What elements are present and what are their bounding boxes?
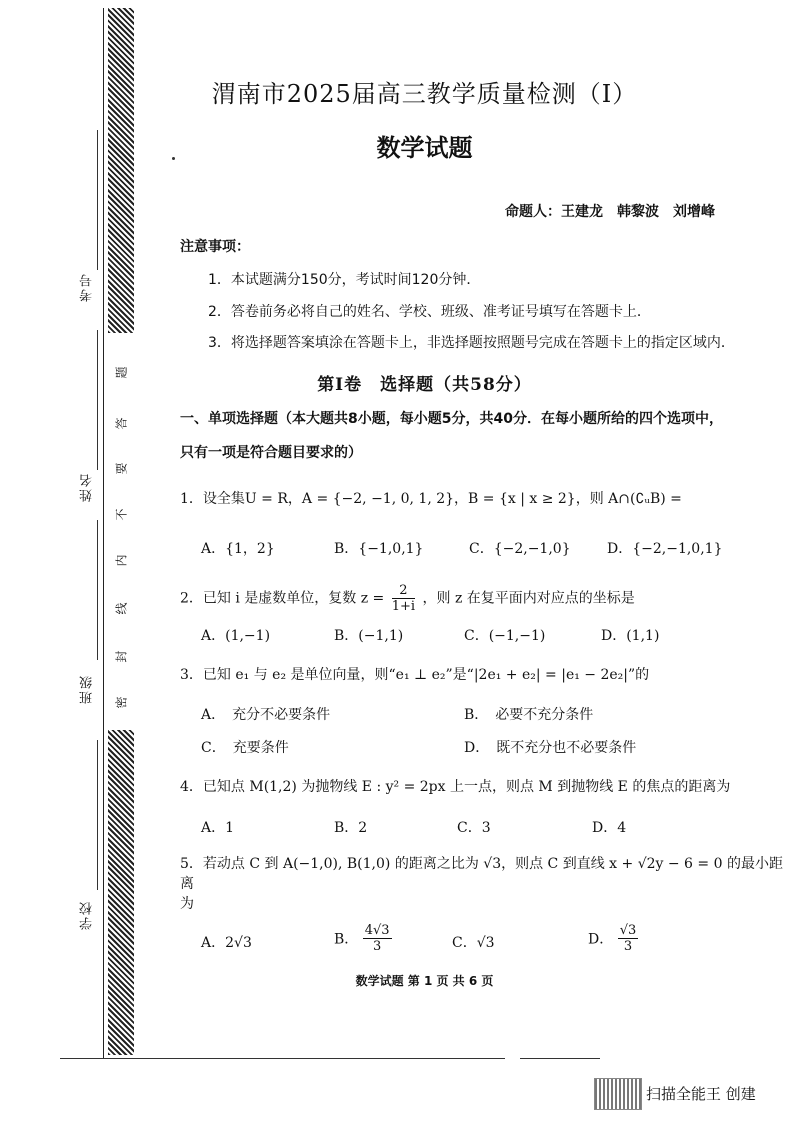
q4-option-c: C．3 — [457, 820, 491, 836]
q2-option-a: A．(1,−1) — [201, 628, 271, 644]
q2-frac-num: 2 — [392, 583, 415, 599]
binding-line — [103, 8, 104, 1058]
notice-item: 1．本试题满分150分，考试时间120分钟． — [208, 272, 481, 288]
q2-option-d: D．(1,1) — [601, 628, 660, 644]
binding-hatch-bottom — [108, 730, 134, 1055]
question-1-stem: 1．设全集U = R，A = {−2, −1, 0, 1, 2}，B = {x | x ≥ 2}，则 A∩(∁ᵤB) = — [180, 491, 682, 507]
exam-title: 渭南市2025届高三教学质量检测（Ⅰ） — [211, 80, 638, 108]
q1-option-b: B．{−1,0,1} — [334, 541, 424, 557]
q1-option-a: A．{1，2} — [201, 541, 275, 557]
q3-option-c: C． 充要条件 — [201, 740, 289, 756]
notice-item: 2．答卷前务必将自己的姓名、学校、班级、准考证号填写在答题卡上． — [208, 304, 651, 320]
q1-option-c: C．{−2,−1,0} — [469, 541, 571, 557]
q5-option-c: C．√3 — [452, 935, 495, 951]
q1-option-d: D．{−2,−1,0,1} — [607, 541, 723, 557]
paper-subtitle: 数学试题 — [376, 134, 473, 162]
notice-item: 3．将选择题答案填涂在答题卡上，非选择题按照题号完成在答题卡上的指定区域内． — [208, 335, 735, 351]
scanner-watermark: 扫描全能王 创建 — [646, 1085, 756, 1103]
q5-option-b-label: B． — [334, 931, 359, 948]
exam-no-label: 考号 — [80, 272, 95, 302]
q5-b-den: 3 — [373, 939, 382, 954]
seal-char: 要 — [114, 462, 129, 475]
seal-char: 不 — [114, 508, 129, 521]
q3-option-b: B． 必要不充分条件 — [464, 707, 594, 723]
school-label: 学校 — [80, 900, 95, 930]
q2-frac-den: 1+i — [391, 599, 416, 614]
name-label: 姓名 — [80, 472, 95, 502]
q5-d-den: 3 — [623, 939, 633, 954]
q5-option-d — [588, 923, 638, 954]
q3-option-d: D． 既不充分也不必要条件 — [464, 740, 637, 756]
q2-stem-b: ，则 z 在复平面内对应点的坐标是 — [422, 590, 635, 607]
bottom-rule-left — [60, 1058, 505, 1059]
q3-option-a: A． 充分不必要条件 — [201, 707, 331, 723]
q2-option-b: B．(−1,1) — [334, 628, 404, 644]
q5-option-a: A．2√3 — [201, 935, 252, 951]
name-rule — [97, 330, 98, 470]
seal-char: 封 — [114, 650, 129, 663]
q5-option-d-label: D． — [588, 931, 614, 948]
scanner-logo-icon — [594, 1078, 642, 1110]
seal-char: 内 — [114, 554, 129, 567]
seal-char: 答 — [114, 417, 129, 430]
binding-hatch-top — [108, 8, 134, 333]
q5-d-num: √3 — [619, 923, 637, 938]
q2-option-c: C．(−1,−1) — [464, 628, 546, 644]
q2-stem-a: 2．已知 i 是虚数单位，复数 z = — [180, 590, 385, 607]
q4-option-a: A．1 — [201, 820, 235, 836]
q5-b-num: 4√3 — [364, 923, 390, 938]
class-rule — [97, 520, 98, 660]
page-footer: 数学试题 第 1 页 共 6 页 — [355, 974, 494, 988]
authors: 命题人：王建龙 韩黎波 刘增峰 — [505, 204, 715, 220]
part-heading: 一、单项选择题（本大题共8小题，每小题5分，共40分．在每小题所给的四个选项中， — [180, 411, 723, 427]
question-2-stem — [180, 583, 635, 614]
seal-char: 密 — [114, 696, 129, 709]
question-5-stem: 5．若动点 C 到 A(−1,0), B(1,0) 的距离之比为 √3，则点 C 到直线 x + √2y − 6 = 0 的最小距离 — [180, 856, 783, 892]
notice-heading: 注意事项： — [180, 239, 250, 255]
question-5-stem-cont: 为 — [180, 896, 194, 912]
class-label: 班级 — [80, 674, 95, 704]
school-rule — [97, 740, 98, 890]
section-title: 第Ⅰ卷 选择题（共58分） — [317, 375, 532, 395]
q5-option-b — [334, 923, 392, 954]
q4-option-b: B．2 — [334, 820, 368, 836]
question-3-stem: 3．已知 e₁ 与 e₂ 是单位向量，则“e₁ ⊥ e₂”是“|2e₁ + e₂| = |e₁ − 2e₂|”的 — [180, 667, 650, 683]
seal-char: 题 — [114, 366, 129, 379]
bottom-rule-right — [520, 1058, 600, 1059]
question-4-stem: 4．已知点 M(1,2) 为抛物线 E : y² = 2px 上一点，则点 M 到抛物线 E 的焦点的距离为 — [180, 779, 731, 795]
part-heading-cont: 只有一项是符合题目要求的） — [180, 445, 362, 461]
seal-char: 线 — [114, 602, 129, 615]
q4-option-d: D．4 — [592, 820, 627, 836]
